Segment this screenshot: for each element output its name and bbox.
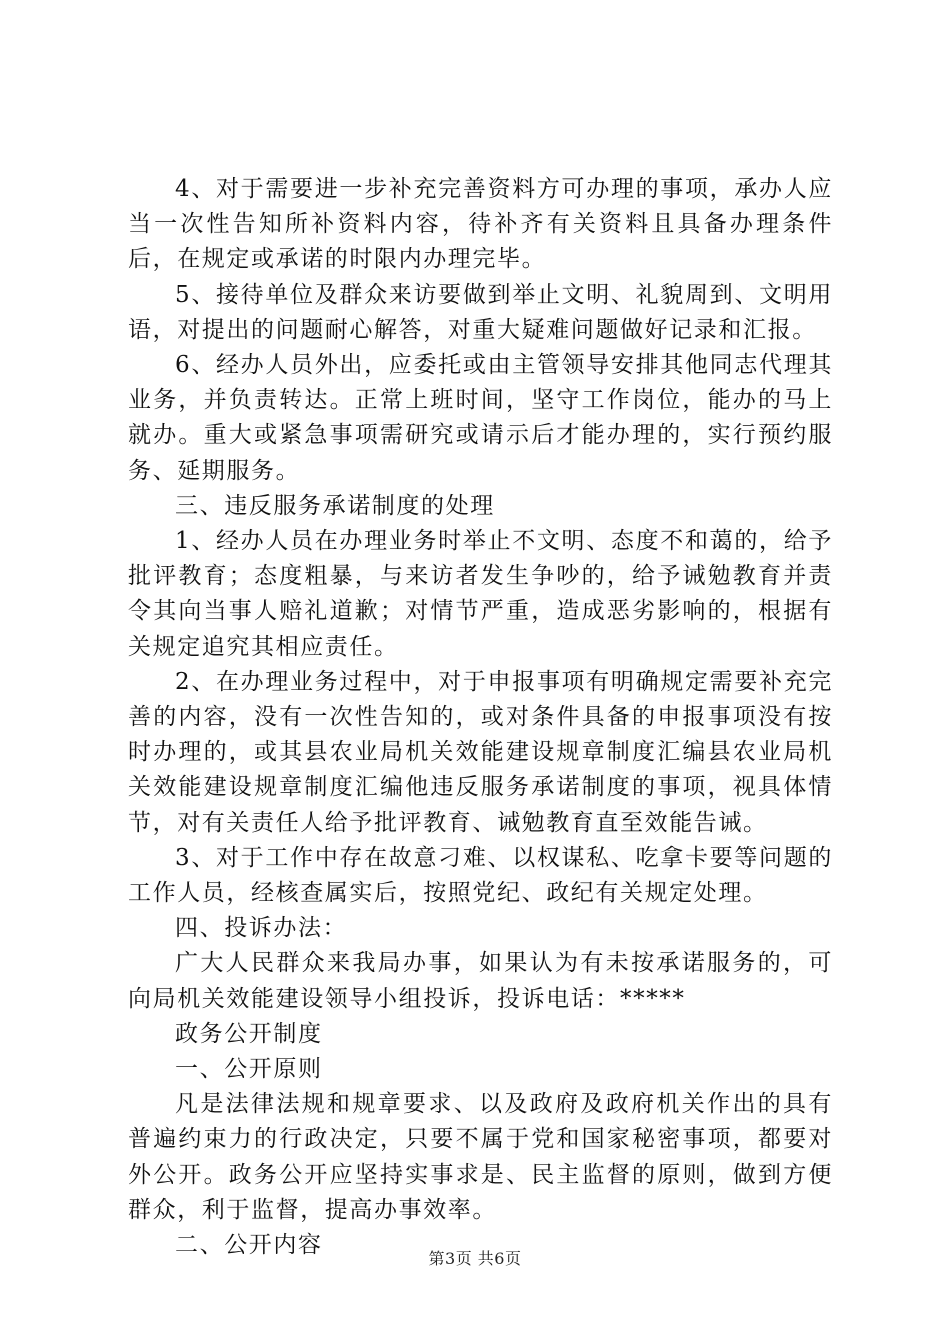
section-heading-principles: 一、公开原则 <box>175 1056 323 1083</box>
document-body <box>128 172 833 1263</box>
page-number-footer: 第3页 共6页 <box>428 1249 522 1268</box>
document-title-transparency: 政务公开制度 <box>175 1020 323 1047</box>
paragraph-violation-2: 2、在办理业务过程中，对于申报事项有明确规定需要补充完善的内容，没有一次性告知的，或对条件具备的申报事项没有按时办理的，或其县农业局机关效能建设规章制度汇编县农业局机关效能建设规章制度汇编他违反服务承诺制度的事项，视具体情节，对有关责任人给予批评教育、诫勉教育直至效能告诫。 <box>128 668 833 836</box>
paragraph-principles: 凡是法律法规和规章要求、以及政府及政府机关作出的具有普遍约束力的行政决定，只要不属于党和国家秘密事项，都要对外公开。政务公开应坚持实事求是、民主监督的原则，做到方便群众，利于监督，提高办事效率。 <box>128 1091 833 1223</box>
paragraph-item-4: 4、对于需要进一步补充完善资料方可办理的事项，承办人应当一次性告知所补资料内容，待补齐有关资料且具备办理条件后，在规定或承诺的时限内办理完毕。 <box>128 176 833 273</box>
paragraph-item-6: 6、经办人员外出，应委托或由主管领导安排其他同志代理其业务，并负责转达。正常上班时间，坚守工作岗位，能办的马上就办。重大或紧急事项需研究或请示后才能办理的，实行预约服务、延期服务。 <box>128 352 833 484</box>
section-heading-violation-handling: 三、违反服务承诺制度的处理 <box>175 492 495 519</box>
paragraph-violation-3: 3、对于工作中存在故意刁难、以权谋私、吃拿卡要等问题的工作人员，经核查属实后，按照党纪、政纪有关规定处理。 <box>128 844 833 907</box>
paragraph-item-5: 5、接待单位及群众来访要做到举止文明、礼貌周到、文明用语，对提出的问题耐心解答，对重大疑难问题做好记录和汇报。 <box>128 281 833 343</box>
section-heading-complaint-method: 四、投诉办法： <box>175 915 348 942</box>
paragraph-complaint: 广大人民群众来我局办事，如果认为有未按承诺服务的，可向局机关效能建设领导小组投诉，投诉电话：***** <box>128 950 833 1012</box>
section-heading-content: 二、公开内容 <box>175 1232 323 1259</box>
paragraph-violation-1: 1、经办人员在办理业务时举止不文明、态度不和蔼的，给予批评教育；态度粗暴，与来访者发生争吵的，给予诫勉教育并责令其向当事人赔礼道歉；对情节严重，造成恶劣影响的，根据有关规定追究其相应责任。 <box>128 528 833 660</box>
